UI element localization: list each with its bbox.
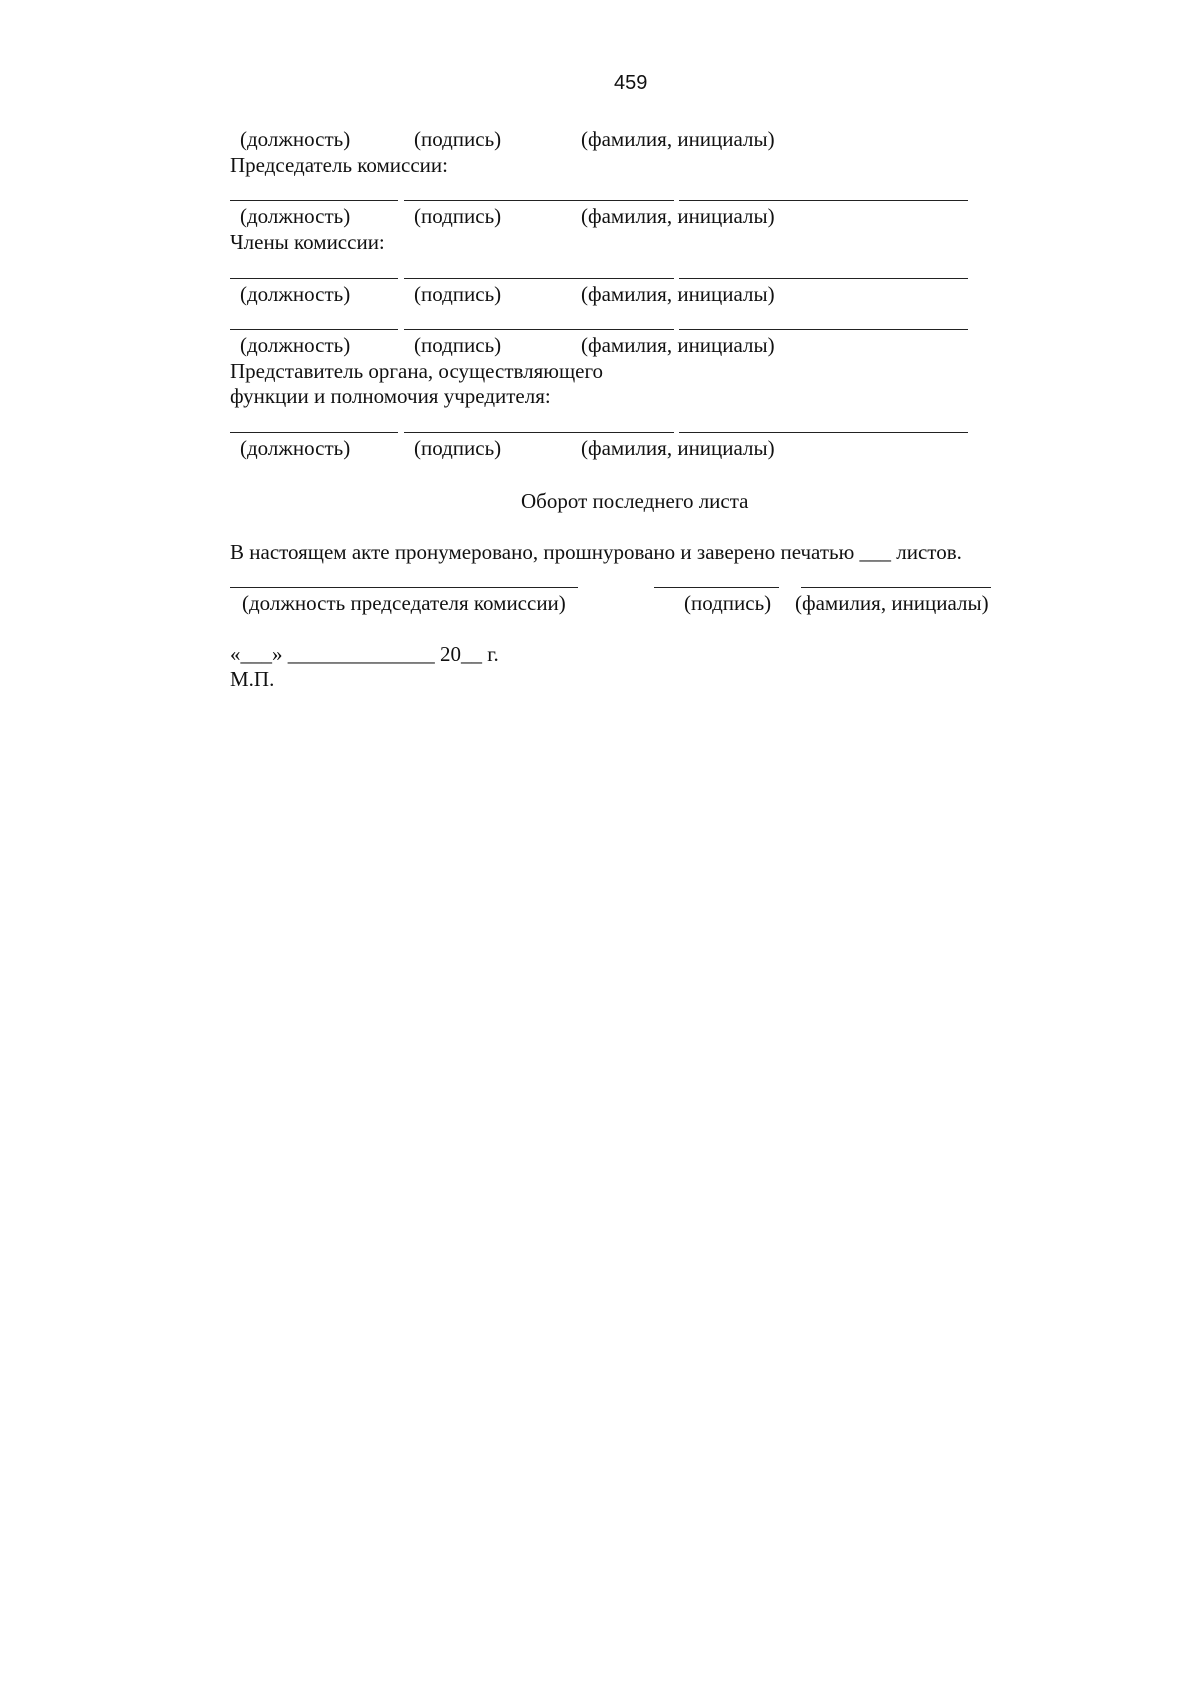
stamp-place: М.П. — [230, 667, 275, 691]
name-blank-line — [679, 200, 968, 201]
back-side-title: Оборот последнего листа — [521, 489, 749, 513]
representative-heading-line-1: Представитель органа, осуществляющего — [230, 359, 604, 383]
signature-blank-line — [404, 278, 674, 279]
page-number: 459 — [614, 72, 648, 94]
representative-heading-line-2: функции и полномочия учредителя: — [230, 384, 551, 408]
sheet-count-statement: В настоящем акте пронумеровано, прошнуровано и заверено печатью ___ листов. — [230, 540, 962, 564]
signature-blank-line — [404, 200, 674, 201]
date-line: «___» ______________ 20__ г. — [230, 642, 499, 666]
chair-signature-blank-line — [654, 587, 779, 588]
label-name: (фамилия, инициалы) — [581, 333, 775, 357]
members-heading: Члены комиссии: — [230, 230, 385, 254]
position-blank-line — [230, 278, 398, 279]
label-signature: (подпись) — [414, 333, 502, 357]
label-position: (должность) — [240, 282, 351, 306]
position-blank-line — [230, 200, 398, 201]
label-name: (фамилия, инициалы) — [581, 282, 775, 306]
chair-name-blank-line — [801, 587, 991, 588]
label-name: (фамилия, инициалы) — [581, 436, 775, 460]
chair-position-blank-line — [230, 587, 578, 588]
label-position: (должность) — [240, 127, 351, 151]
name-blank-line — [679, 329, 968, 330]
label-name: (фамилия, инициалы) — [581, 127, 775, 151]
signature-blank-line — [404, 329, 674, 330]
label-signature: (подпись) — [414, 282, 502, 306]
label-chair-signature: (подпись) — [684, 591, 772, 615]
name-blank-line — [679, 432, 968, 433]
label-chair-position: (должность председателя комиссии) — [242, 591, 566, 615]
label-position: (должность) — [240, 333, 351, 357]
chairman-heading: Председатель комиссии: — [230, 153, 448, 177]
label-name: (фамилия, инициалы) — [581, 204, 775, 228]
label-position: (должность) — [240, 204, 351, 228]
position-blank-line — [230, 329, 398, 330]
label-signature: (подпись) — [414, 436, 502, 460]
name-blank-line — [679, 278, 968, 279]
signature-blank-line — [404, 432, 674, 433]
label-position: (должность) — [240, 436, 351, 460]
label-signature: (подпись) — [414, 204, 502, 228]
label-chair-name: (фамилия, инициалы) — [795, 591, 989, 615]
label-signature: (подпись) — [414, 127, 502, 151]
position-blank-line — [230, 432, 398, 433]
